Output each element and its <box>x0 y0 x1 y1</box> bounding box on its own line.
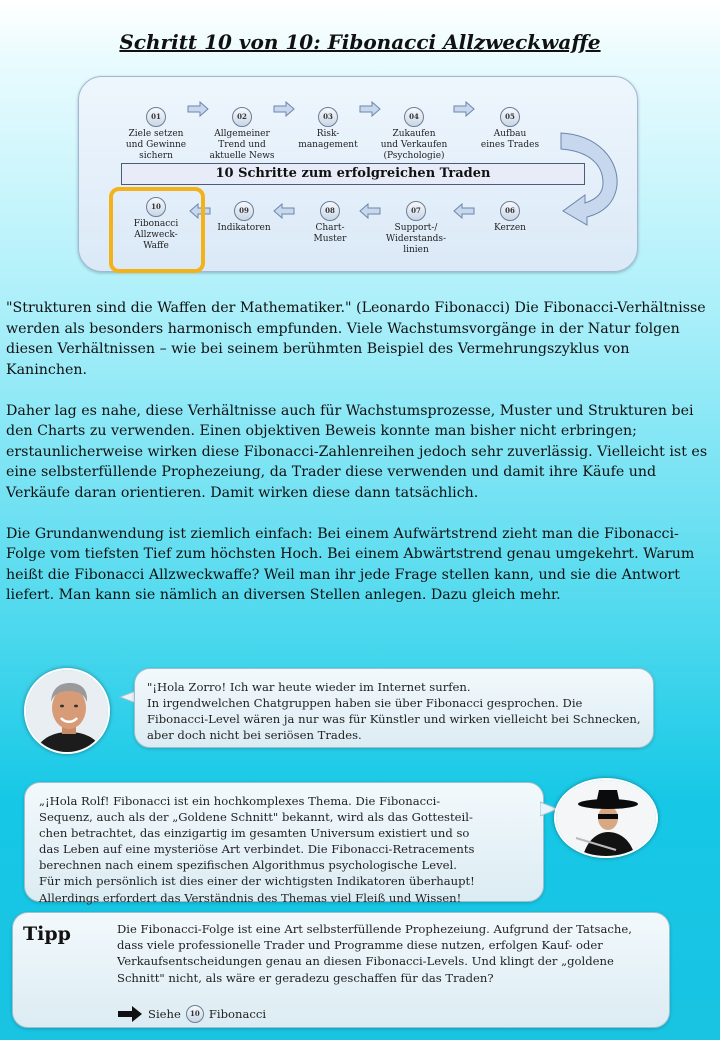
paragraph: "Strukturen sind die Waffen der Mathematiker." (Leonardo Fibonacci) Die Fibonacci-Verhältnisse werden als besonders harmonisch empfunden. Viele Wachstumsvorgänge in der Natur folgen diesen Verhältnissen – wie bei seinem berühmten Beispiel des Vermehrungszyklus von Kaninchen. <box>6 300 706 378</box>
step-label: Aufbau eines Trades <box>480 129 540 150</box>
avatar-zorro <box>554 778 658 858</box>
steps-banner: 10 Schritte zum erfolgreichen Traden <box>121 163 585 185</box>
step-number: 09 <box>234 201 254 221</box>
step-05 <box>465 107 555 151</box>
tip-reference <box>117 1005 266 1023</box>
step-label: Indikatoren <box>217 223 271 233</box>
speech-bubble-zorro <box>24 782 544 905</box>
paragraph: Die Grundanwendung ist ziemlich einfach: Bei einem Aufwärtstrend zieht man die Fibonacci-Folge vom tiefsten Tief zum höchsten Hoch. Bei einem Abwärtstrend genau umgekehrt. Warum heißt die Fibonacci Allzweckwaffe? Weil man ihr jede Frage stellen kann, und sie die Antwort liefert. Man kann sie nämlich an diversen Stellen anlegen. Dazu gleich mehr. <box>6 525 695 603</box>
step-number: 01 <box>146 107 166 127</box>
step-number: 07 <box>406 201 426 221</box>
tip-reference-prefix: Siehe <box>148 1007 181 1021</box>
step-04 <box>369 107 459 162</box>
step-number: 04 <box>404 107 424 127</box>
page-title: Schritt 10 von 10: Fibonacci Allzweckwaffe <box>119 30 601 54</box>
speech-bubble-rolf <box>134 668 654 748</box>
step-label: Zukaufen und Verkaufen (Psychologie) <box>380 129 448 161</box>
step-label: Kerzen <box>494 223 526 233</box>
step-number: 06 <box>500 201 520 221</box>
tip-reference-number: 10 <box>186 1005 204 1023</box>
current-step-highlight <box>109 187 205 273</box>
steps-diagram <box>78 76 638 272</box>
tip-text: Die Fibonacci-Folge ist eine Art selbsterfüllende Prophezeiung. Aufgrund der Tatsache, dass viele professionelle Trader und Programme diese nutzen, erfolgen Kauf- oder Verkaufsentscheidungen genau an diesen Fibonacci-Levels. Und klingt der „goldene Schnitt" nicht, als wäre er geradezu geschaffen für das Traden? <box>117 922 632 985</box>
step-label: Allgemeiner Trend und aktuelle News <box>209 129 275 161</box>
step-label: Chart- Muster <box>313 223 347 244</box>
body-text <box>6 298 710 626</box>
avatar-rolf <box>24 668 110 754</box>
step-number: 03 <box>318 107 338 127</box>
step-07 <box>371 201 461 256</box>
step-06 <box>465 201 555 234</box>
step-number: 08 <box>320 201 340 221</box>
tip-label: Tipp <box>23 923 71 945</box>
step-label: Support-/ Widerstands- linien <box>385 223 447 255</box>
tip-box <box>12 912 670 1028</box>
step-label: Risk- management <box>298 129 358 150</box>
tip-reference-label: Fibonacci <box>208 1007 267 1021</box>
speech-text: „¡Hola Rolf! Fibonacci ist ein hochkomplexes Thema. Die Fibonacci- Sequenz, auch als der „Goldene Schnitt" bekannt, wird als das Gottesteil- chen betrachtet, das einzigartig im gesamten Universum existiert und so das Leben auf eine mysteriöse Art verbindet. Die Fibonacci-Retracements berechnen nach einem spezifischen Algorithmus psychologische Level. Für mich persönlich ist dies einer der wichtigsten Indikatoren überhaupt! Allerdings erfordert das Verständnis des Themas viel Fleiß und Wissen! <box>39 794 475 905</box>
step-number: 05 <box>500 107 520 127</box>
step-08 <box>285 201 375 245</box>
paragraph: Daher lag es nahe, diese Verhältnisse auch für Wachstumsprozesse, Muster und Strukturen bei den Charts zu verwenden. Einen objektiven Beweis konnte man bisher nicht erbringen; erstaunlicherweise wirken diese Fibonacci-Zahlenreihen jedoch sehr zuverlässig. Vielleicht ist es eine selbsterfüllende Prophezeiung, da Trader diese verwenden und damit ihre Käufe und Verkäufe daran orientieren. Damit wirken diese dann tatsächlich. <box>6 402 708 501</box>
speech-text: "¡Hola Zorro! Ich war heute wieder im Internet surfen. In irgendwelchen Chatgruppen haben sie über Fibonacci gesprochen. Die Fibonacci-Level wären ja nur was für Künstler und wirken vielleicht bei Schnecken, aber doch nicht bei seriösen Trades. <box>147 680 641 743</box>
step-number: 02 <box>232 107 252 127</box>
step-09 <box>199 201 289 234</box>
step-label: Fibonacci Allzweck- Waffe <box>133 219 179 251</box>
arrow-right-icon <box>117 1006 143 1022</box>
step-label: Ziele setzen und Gewinne sichern <box>125 129 187 161</box>
step-number: 10 <box>146 197 166 217</box>
